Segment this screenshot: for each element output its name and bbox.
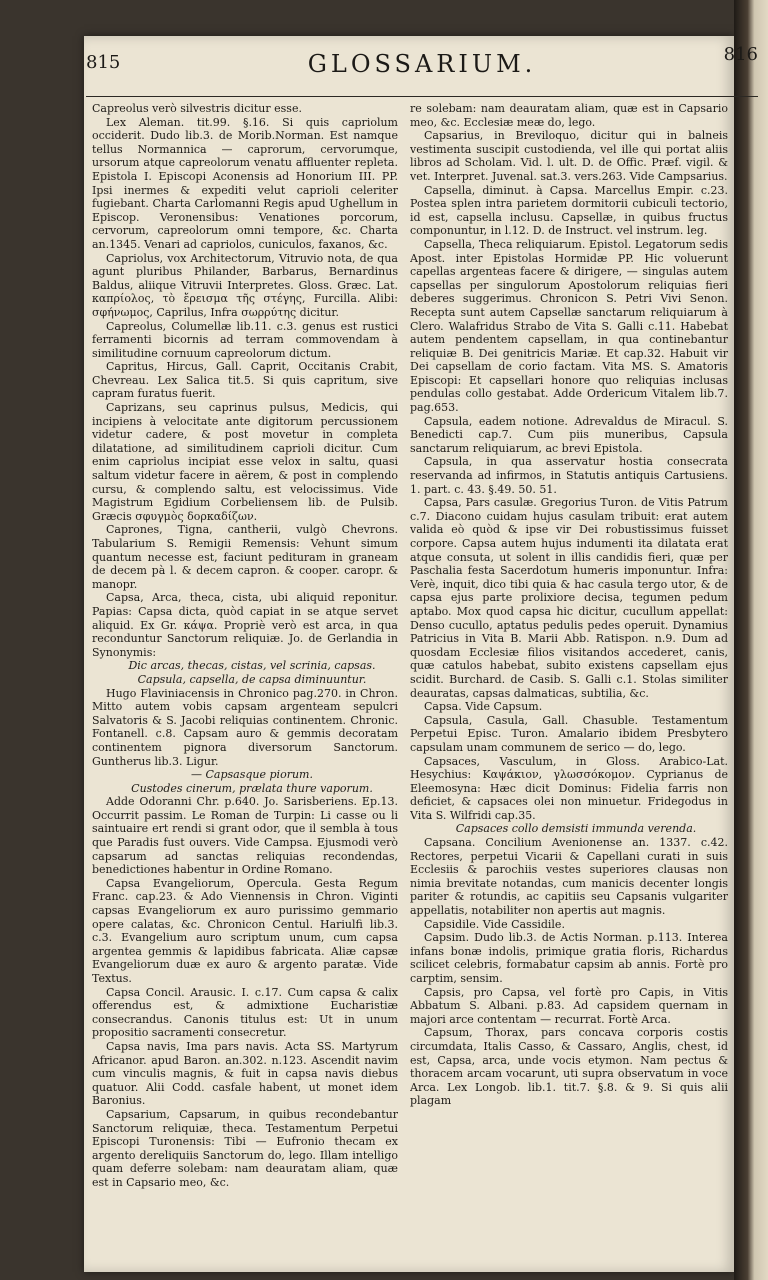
left-page-number: 815 (86, 52, 121, 73)
entry-paragraph: Capreolus verò silvestris dicitur esse. (92, 102, 302, 115)
page-title: GLOSSARIUM. (307, 50, 537, 78)
entry-paragraph: Capsula, Casula, Gall. Chasuble. Testamentum Perpetui Episc. Turon. Amalario ibidem Presbytero capsulam unam communem de serico — do, lego. (410, 713, 728, 754)
verse-line: — Capsasque piorum. (191, 768, 313, 782)
entry-paragraph: Capsa navis, Ima pars navis. Acta SS. Martyrum Africanor. apud Baron. an.302. n.123. Ascendit navim cum vinculis magnis, & fuit in capsa navis diebus quatuor. Alii Codd. casfale habent, ut monet idem Baronius. (92, 1039, 398, 1108)
entry-paragraph: Caprizans, seu caprinus pulsus, Medicis, qui incipiens à velocitate ante digitorum percussionem videtur cadere, & post movetur in completa dilatatione, ad similitudinem caprioli dicitur. Cum enim capriolus incipiat esse velox in saltu, quasi saltum videtur facere in aërem, & post in complendo cursu, & complendo saltu, est velocissimus. Vide Magistrum Egidium Corbeliensem lib. de Pulsib. Græcis σφυγμὸς δορκαδίζων. (92, 401, 398, 523)
entry-paragraph: Capsis, pro Capsa, vel fortè pro Capis, in Vitis Abbatum S. Albani. p.83. Ad capsidem quernam in majori arce contentam — recurrat. Fortè Arca. (410, 985, 728, 1026)
entry-paragraph: Capsella, diminut. à Capsa. Marcellus Empir. c.23. Postea splen intra parietem dormitorii cubiculi tectorio, id est, capsella inclusu. Capsellæ, in quibus fructus componuntur, in l.12. D. de Instruct. vel instrum. leg. (410, 183, 728, 238)
entry-paragraph: Capsula, in qua asservatur hostia consecrata reservanda ad infirmos, in Statutis antiquis Cartusiens. 1. part. c. 43. §.49. 50. 51. (410, 455, 728, 496)
entry-paragraph: Capsa, Arca, theca, cista, ubi aliquid reponitur. Papias: Capsa dicta, quòd capiat in se atque servet aliquid. Ex Gr. κάψα. Propriè verò est arca, in qua reconduntur Sanctorum reliquiæ. Jo. de Gerlandia in Synonymis: (92, 591, 398, 659)
entry-paragraph: Capsarius, in Breviloquo, dicitur qui in balneis vestimenta suscipit custodienda, vel ille qui portat aliis libros ad Scholam. Vid. l. ult. D. de Offic. Præf. vigil. & vet. Interpret. Juvenal. sat.3. vers.263. Vide Campsarius. (410, 129, 728, 183)
entry-paragraph: Caprones, Tigna, cantherii, vulgò Chevrons. Tabularium S. Remigii Remensis: Vehunt simum quantum necesse est, faciunt pedituram in graneam de decem pà l. & decem capron. & cooper. caropr. & manopr. (92, 523, 398, 591)
entry-paragraph: Capsana. Concilium Avenionense an. 1337. c.42. Rectores, perpetui Vicarii & Capellani curati in suis Ecclesiis & parochiis vestes superiores clausas non nimia brevitate notandas, cum manicis decenter longis pariter & rotundis, ac capitiis seu Capsanis vulgariter appellatis, notabiliter non apertis aut magnis. (410, 836, 728, 918)
right-page-number: 816 (723, 44, 758, 65)
entry-paragraph: Capsa Concil. Arausic. I. c.17. Cum capsa & calix offerendus est, & admixtione Eucharistiæ consecrandus. Canonis titulus est: Ut in unum propositio sacramenti consecretur. (92, 985, 398, 1040)
right-column (410, 102, 728, 1270)
entry-paragraph: re solebam: nam deauratam aliam, quæ est in Capsario meo, &c. Ecclesiæ meæ do, lego. (410, 102, 728, 129)
entry-paragraph: Capriolus, vox Architectorum, Vitruvio nota, de qua agunt pluribus Philander, Barbarus, Bernardinus Baldus, aliique Vitruvii Interpretes. Gloss. Græc. Lat. καπρίολος, τὸ ἔρεισμα τῆς στέγης, Furcilla. Alibi: σφήνωμος, Caprilus, Infra σωρρύτης dicitur. (92, 251, 398, 319)
entry-paragraph: Capsa, Pars casulæ. Gregorius Turon. de Vitis Patrum c.7. Diacono cuidam hujus casulam tribuit: erat autem valida eò quòd & ipse vir Dei robustissimus fuisset corpore. Capsa autem hujus indumenti ita dilatata erat atque consuta, ut solent in illis candidis fieri, quæ per Paschalia festa Sacerdotum humeris imponuntur. Infra: Verè, inquit, dico tibi quia & hac casula tergo utor, & de capsa ejus parte prolixiore decisa, tegumen pedum aptabo. Mox quod capsa hic dicitur, cucullum appellat: Denso cucullo, aptatus pedulis pedes operuit. Dynamius Patricius in Vita B. Marii Abb. Ratispon. n.9. Dum ad quosdam Ecclesiæ filios visitandos accederet, canis, quæ catulos habebat, subito existens capsellam ejus scidit. Burchard. de Casib. S. Galli c.1. Stolas similiter deauratas, capsas dalmaticas, subtilia, &c. (410, 496, 728, 700)
entry-paragraph: Capsella, Theca reliquiarum. Epistol. Legatorum sedis Apost. inter Epistolas Hormidæ PP. Hic voluerunt capellas argenteas facere & dirigere, — singulas autem capsellas per singulorum Apostolorum reliquias fieri deberes suggerimus. Chronicon S. Petri Vivi Senon. Recepta sunt autem Capsellæ sanctarum reliquiarum à Clero. Walafridus Strabo de Vita S. Galli c.11. Habebat autem pendentem capsellam, in qua continebantur reliquiæ B. Dei genitricis Mariæ. Et cap.32. Habuit vir Dei capsellam de corio factam. Vita MS. S. Amatoris Episcopi: Et capsellari honore quo reliquias inclusas pendulas collo gestabat. Adde Ordericum Vitalem lib.7. pag.653. (410, 237, 728, 415)
entry-paragraph: Capsidile. Vide Cassidile. (424, 917, 565, 931)
entry-paragraph: Capsum, Thorax, pars concava corporis costis circumdata, Italis Casso, & Cassaro, Anglis, chest, id est, Capsa, arca, unde vocis etymon. Nam pectus & thoracem arcam vocarunt, uti supra observatum in voce Arca. Lex Longob. lib.1. tit.7. §.8. & 9. Si quis alii plagam (410, 1026, 728, 1108)
verse-line: Capsula, capsella, de capsa diminuuntur. (137, 672, 367, 686)
verse-line: Dic arcas, thecas, cistas, vel scrinia, capsas. (128, 659, 376, 673)
entry-paragraph: Capritus, Hircus, Gall. Caprit, Occitanis Crabit, Chevreau. Lex Salica tit.5. Si quis capritum, sive capram furatus fuerit. (92, 360, 398, 401)
entry-paragraph: Capreolus, Columellæ lib.11. c.3. genus est rustici ferramenti bicornis ad terram commovendam à similitudine cornuum capreolorum dictum. (92, 319, 398, 360)
left-column (92, 102, 398, 1270)
verse-line: Capsaces collo demsisti immunda verenda. (455, 822, 697, 836)
entry-paragraph: Capsa Evangeliorum, Opercula. Gesta Regum Franc. cap.23. & Ado Viennensis in Chron. Viginti capsas Evangeliorum ex auro purissimo gemmario opere calatas, &c. Chronicon Centul. Hariulfi lib.3. c.3. Evangelium auro scriptum unum, cum capsa argentea gemmis & lapidibus fabricata. Aliæ capsæ Evangeliorum duæ ex auro & argento paratæ. Vide Textus. (92, 876, 398, 985)
header-rule (86, 96, 758, 97)
page-header (86, 44, 758, 84)
entry-paragraph: Lex Aleman. tit.99. §.16. Si quis capriolum occiderit. Dudo lib.3. de Morib.Norman. Est namque tellus Normannica — caprorum, cervorumque, ursorum atque capreolorum venatu affluenter repleta. Epistola I. Episcopi Aconensis ad Honorium III. PP. Ipsi inermes & expediti velut caprioli celeriter fugiebant. Charta Carlomanni Regis apud Ughellum in Episcop. Veronensibus: Venationes porcorum, cervorum, capreolorum omni tempore, &c. Charta an.1345. Venari ad capriolos, cuniculos, faxanos, &c. (92, 115, 398, 251)
entry-paragraph: Capsa. Vide Capsum. (424, 700, 543, 714)
book-spine (734, 0, 768, 1280)
entry-paragraph: Capsarium, Capsarum, in quibus recondebantur Sanctorum reliquiæ, theca. Testamentum Perpetui Episcopi Turonensis: Tibi — Eufronio thecam ex argento dereliquiis Sanctorum do, lego. Illam intelligo quam deferre solebam: nam deauratam aliam, quæ est in Capsario meo, &c. (92, 1107, 398, 1189)
entry-paragraph: Capsaces, Vasculum, in Gloss. Arabico-Lat. Hesychius: Καψάκιον, γλωσσόκομον. Cyprianus de Eleemosyna: Hæc dicit Dominus: Fidelia farris non deficiet, & capsaces olei non minuetur. Fridegodus in Vita S. Wilfridi cap.35. (410, 754, 728, 822)
entry-paragraph: Capsim. Dudo lib.3. de Actis Norman. p.113. Interea infans bonæ indolis, primique gratia floris, Richardus scilicet celebris, formabatur capsim ab annis. Fortè pro carptim, sensim. (410, 931, 728, 985)
entry-paragraph: Hugo Flaviniacensis in Chronico pag.270. in Chron. Mitto autem vobis capsam argenteam sepulcri Salvatoris & S. Jacobi reliquias continentem. Chronic. Fontanell. c.8. Capsam auro & gemmis decoratam continentem pignora diversorum Sanctorum. Guntherus lib.3. Ligur. (92, 686, 398, 768)
entry-paragraph: Adde Odoranni Chr. p.640. Jo. Sarisberiens. Ep.13. Occurrit passim. Le Roman de Turpin: Li casse ou li saintuaire ert rendi si grant odor, que il sembla à tous que Paradis fust ouvers. Vide Campsa. Ejusmodi verò capsarum ad sanctas reliquias recondendas, benedictiones habentur in Ordine Romano. (92, 795, 398, 877)
verse-line: Custodes cinerum, prælata thure vaporum. (131, 781, 373, 795)
entry-paragraph: Capsula, eadem notione. Adrevaldus de Miracul. S. Benedicti cap.7. Cum piis muneribus, Capsula sanctarum reliquiarum, ac brevi Epistola. (410, 414, 728, 455)
